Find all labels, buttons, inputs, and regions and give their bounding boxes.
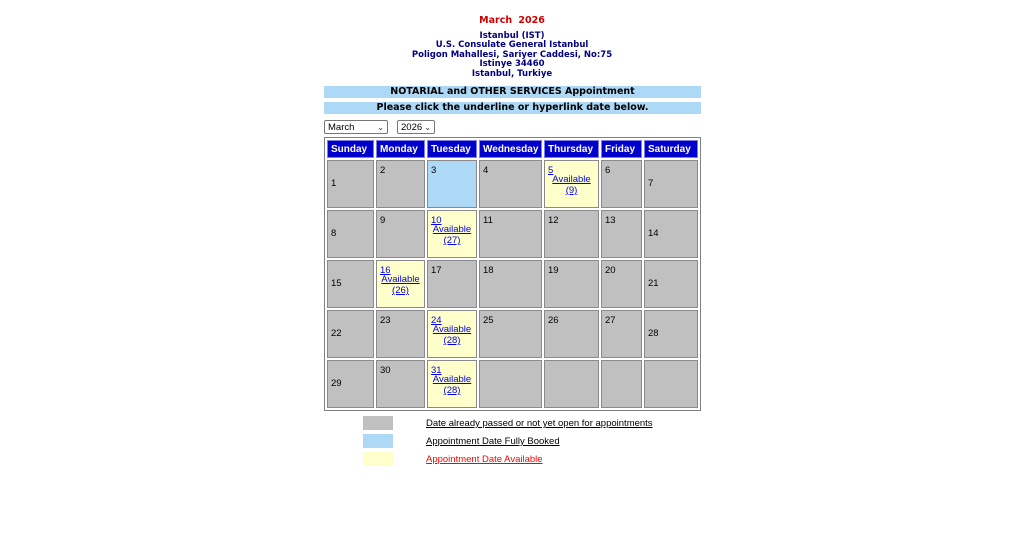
calendar-day-cell <box>644 310 698 358</box>
day-number: 20 <box>605 265 616 276</box>
calendar-day-cell <box>479 260 542 308</box>
day-number: 30 <box>380 365 391 376</box>
chevron-down-icon: ⌄ <box>424 123 431 132</box>
calendar-day-cell <box>327 210 374 258</box>
day-number: 13 <box>605 215 616 226</box>
calendar-day-cell <box>427 260 477 308</box>
service-banner: NOTARIAL and OTHER SERVICES Appointment <box>324 86 701 98</box>
calendar-day-cell <box>479 310 542 358</box>
day-number: 22 <box>331 328 342 339</box>
availability-count[interactable]: (27) <box>443 235 461 246</box>
legend-swatch <box>363 434 393 448</box>
day-link[interactable]: 5 <box>548 165 554 176</box>
calendar-day-cell <box>601 260 642 308</box>
calendar-day-cell <box>376 160 425 208</box>
calendar-day-cell <box>376 360 425 408</box>
availability-count[interactable]: (28) <box>443 335 461 346</box>
calendar-day-cell <box>601 160 642 208</box>
availability-label[interactable]: Available <box>381 274 420 285</box>
day-number: 2 <box>380 165 386 176</box>
availability-link[interactable] <box>428 374 476 396</box>
legend-swatch <box>363 416 393 430</box>
day-number: 19 <box>548 265 559 276</box>
month-select-value: March <box>328 122 355 133</box>
weekday-header-wednesday: Wednesday <box>479 140 542 158</box>
day-number: 25 <box>483 315 494 326</box>
calendar-day-cell[interactable] <box>427 310 477 358</box>
day-number: 21 <box>648 278 659 289</box>
day-number: 18 <box>483 265 494 276</box>
day-number: 26 <box>548 315 559 326</box>
calendar-day-cell <box>327 260 374 308</box>
month-title: March 2026 <box>479 15 545 26</box>
day-number: 3 <box>431 165 437 176</box>
calendar-day-cell <box>327 360 374 408</box>
availability-label[interactable]: Available <box>432 374 472 385</box>
day-number: 11 <box>483 215 493 226</box>
calendar-day-cell <box>601 310 642 358</box>
availability-link[interactable] <box>428 224 476 246</box>
calendar-day-cell <box>427 160 477 208</box>
day-number: 9 <box>380 215 386 226</box>
day-number: 12 <box>548 215 559 226</box>
calendar-day-cell <box>376 210 425 258</box>
calendar-day-cell <box>376 310 425 358</box>
weekday-header-monday: Monday <box>376 140 425 158</box>
day-link[interactable]: 16 <box>380 265 391 276</box>
weekday-header-friday: Friday <box>601 140 642 158</box>
calendar-day-cell <box>544 360 599 408</box>
calendar-day-cell <box>327 160 374 208</box>
year-select-value: 2026 <box>401 122 423 133</box>
day-number: 15 <box>331 278 342 289</box>
chevron-down-icon: ⌄ <box>377 123 384 132</box>
day-number: 1 <box>331 178 337 189</box>
address-line: Istanbul (IST) <box>479 31 545 41</box>
calendar-day-cell <box>479 210 542 258</box>
calendar-day-cell <box>601 360 642 408</box>
availability-label[interactable]: Available <box>432 224 472 235</box>
calendar-day-cell <box>544 260 599 308</box>
availability-label[interactable]: Available <box>432 324 472 335</box>
weekday-header-thursday: Thursday <box>544 140 599 158</box>
day-number: 27 <box>605 315 616 326</box>
legend-label: Appointment Date Available <box>426 454 543 465</box>
calendar-day-cell <box>327 310 374 358</box>
day-number: 7 <box>648 178 654 189</box>
day-number: 23 <box>380 315 391 326</box>
legend-label: Appointment Date Fully Booked <box>426 436 560 447</box>
weekday-header-sunday: Sunday <box>327 140 374 158</box>
calendar-day-cell <box>601 210 642 258</box>
address-line: Istanbul, Turkiye <box>471 68 553 79</box>
day-number: 14 <box>648 228 659 239</box>
availability-link[interactable] <box>428 324 476 346</box>
calendar-day-cell[interactable] <box>376 260 425 308</box>
calendar-day-cell <box>644 160 698 208</box>
calendar-day-cell[interactable] <box>427 210 477 258</box>
day-link[interactable]: 10 <box>431 215 442 226</box>
day-number: 4 <box>483 165 489 176</box>
calendar-day-cell <box>644 260 698 308</box>
day-number: 17 <box>431 265 442 276</box>
address-line: U.S. Consulate General Istanbul <box>435 40 589 51</box>
weekday-header-saturday: Saturday <box>644 140 698 158</box>
legend-swatch <box>363 452 393 466</box>
calendar-day-cell <box>479 360 542 408</box>
weekday-header-tuesday: Tuesday <box>427 140 477 158</box>
calendar-day-cell <box>644 360 698 408</box>
availability-link[interactable] <box>545 174 598 196</box>
consulate-address <box>0 32 1024 79</box>
calendar-day-cell <box>544 310 599 358</box>
day-number: 8 <box>331 228 337 239</box>
availability-count[interactable]: (9) <box>565 185 578 196</box>
year-select[interactable] <box>397 120 435 134</box>
day-number: 6 <box>605 165 611 176</box>
address-line: Poligon Mahallesi, Sariyer Caddesi, No:75 <box>411 49 613 60</box>
calendar-day-cell <box>544 210 599 258</box>
calendar-day-cell <box>479 160 542 208</box>
day-link[interactable]: 24 <box>431 315 442 326</box>
calendar-day-cell[interactable] <box>427 360 477 408</box>
month-select[interactable] <box>324 120 388 134</box>
availability-label[interactable]: Available <box>552 174 591 185</box>
day-number: 28 <box>648 328 659 339</box>
availability-count[interactable]: (28) <box>443 385 461 396</box>
availability-link[interactable] <box>377 274 424 296</box>
calendar-day-cell <box>644 210 698 258</box>
address-line: Istinye 34460 <box>479 59 545 70</box>
day-number: 29 <box>331 378 342 389</box>
legend-label: Date already passed or not yet open for appointments <box>426 418 653 429</box>
availability-count[interactable]: (26) <box>392 285 409 296</box>
calendar-day-cell[interactable] <box>544 160 599 208</box>
calendar-grid <box>324 137 701 411</box>
day-link[interactable]: 31 <box>431 365 442 376</box>
instruction-banner: Please click the underline or hyperlink date below. <box>324 102 701 114</box>
